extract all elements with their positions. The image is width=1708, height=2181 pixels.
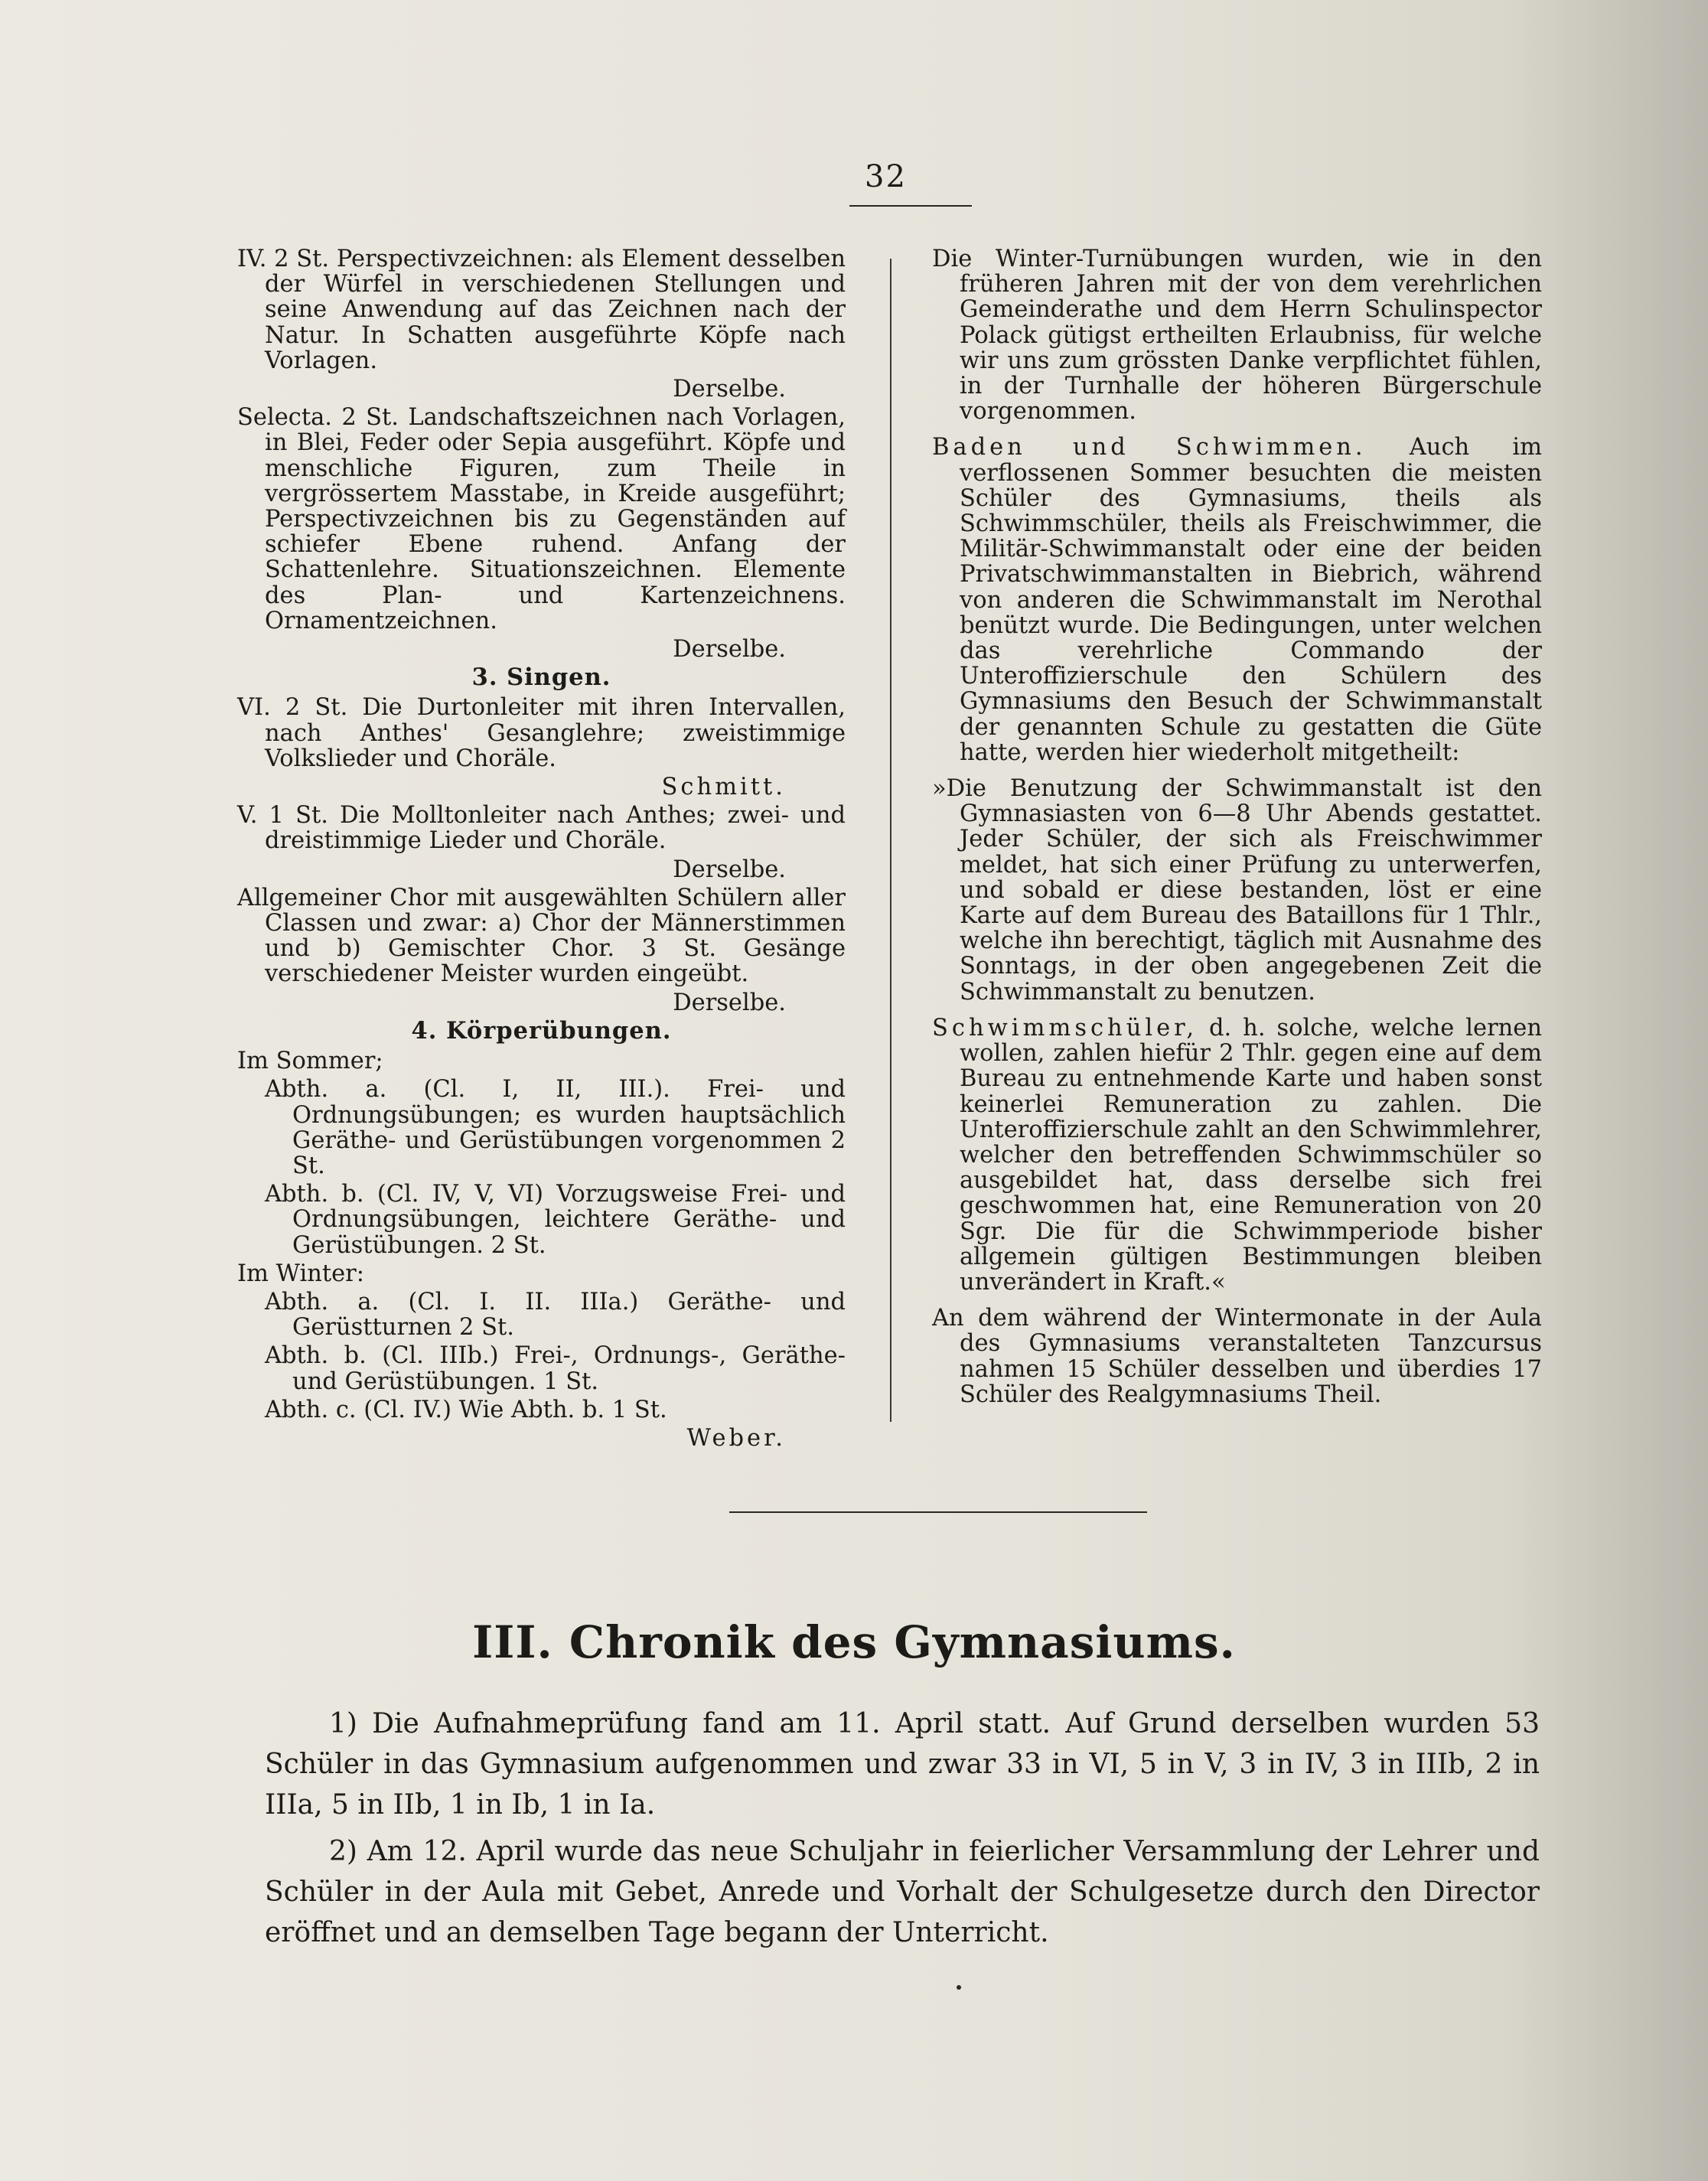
lead-baden-und-schwimmen: Baden und Schwimmen. bbox=[932, 434, 1367, 461]
page-number: 32 bbox=[865, 159, 907, 194]
left-paragraph-selecta: Selecta. 2 St. Landschaftszeichnen nach Vorlagen, in Blei, Feder oder Sepia ausgeführt. Köpfe und menschliche Figuren, zum Theile in vergrössertem Masstabe, in Kreide ausgeführt; Perspectivzeichnen bis zu Gegenständen auf schiefer Ebene ruhend. Anfang der Schattenlehre. Situationszeichnen. Elemente des Plan- und Kartenzeichnens. Ornamentzeichnen. bbox=[237, 404, 846, 634]
lead-schwimmschueler: Schwimmschüler, bbox=[932, 1014, 1198, 1042]
right-paragraph-tanzcursus: An dem während der Wintermonate in der Aula des Gymnasiums veranstalteten Tanzcursus nahmen 15 Schüler desselben und überdies 17 Schüler des Realgymnasiums Theil. bbox=[932, 1305, 1542, 1408]
right-column bbox=[932, 246, 1542, 1407]
heading-singen: 3. Singen. bbox=[471, 663, 611, 692]
section-title: III. Chronik des Gymnasiums. bbox=[472, 1616, 1236, 1668]
column-divider bbox=[890, 259, 891, 1422]
left-column bbox=[237, 246, 846, 1451]
left-paragraph-v: V. 1 St. Die Molltonleiter nach Anthes; zwei- und dreistimmige Lieder und Choräle. bbox=[237, 802, 846, 855]
label-im-sommer: Im Sommer; bbox=[237, 1048, 383, 1075]
signature-derselbe: Derselbe. bbox=[673, 636, 786, 663]
right-paragraph-winterturnen: Die Winter-Turnübungen wurden, wie in den früheren Jahren mit der von dem verehrlichen Gemeinderathe und dem Herrn Schulinspector Polack gütigst ertheilten Erlaubniss, für welche wir uns zum grössten Danke verpflichtet fühlen, in der Turnhalle der höheren Bürgerschule vorgenommen. bbox=[932, 246, 1542, 425]
signature-schmitt: Schmitt. bbox=[661, 774, 786, 801]
chronik-paragraph-2: 2) Am 12. April wurde das neue Schuljahr in feierlicher Versammlung der Lehrer und Schüler in der Aula mit Gebet, Anrede und Vorhalt der Schulgesetze durch den Director eröffnet und an demselben Tage begann der Unterricht. bbox=[265, 1836, 1540, 1948]
signature-derselbe: Derselbe. bbox=[673, 376, 786, 403]
signature-derselbe: Derselbe. bbox=[673, 989, 786, 1016]
chronik-paragraph-1: 1) Die Aufnahmeprüfung fand am 11. April statt. Auf Grund derselben wurden 53 Schüler in das Gymnasium aufgenommen und zwar 33 in VI, 5 in V, 3 in IV, 3 in IIIb, 2 in IIIa, 5 in IIb, 1 in Ib, 1 in Ia. bbox=[265, 1708, 1540, 1821]
heading-koerperuebungen: 4. Körperübungen. bbox=[411, 1016, 672, 1045]
schwimmschueler-text: d. h. solche, welche lernen wollen, zahlen hiefür 2 Thlr. gegen eine auf dem Bureau zu entnehmende Karte und haben sonst keinerlei Remuneration zu zahlen. Die Unteroffizierschule zahlt an den Schwimmlehrer, welcher den betreffenden Schwimmschüler so ausgebildet hat, dass derselbe sich frei geschwommen hat, eine Remuneration von 20 Sgr. Die für die Schwimmperiode bisher allgemein gültigen Bestimmungen bleiben unverändert in Kraft.« bbox=[960, 1014, 1542, 1296]
left-paragraph-iv: IV. 2 St. Perspectivzeichnen: als Element desselben der Würfel in verschiedenen Stellungen und seine Anwendung auf das Zeichnen nach der Natur. In Schatten ausgeführte Köpfe nach Vorlagen. bbox=[237, 246, 846, 374]
sommer-abth-a: Abth. a. (Cl. I, II, III.). Frei- und Ordnungsübungen; es wurden hauptsächlich Geräthe- und Gerüstübungen vorgenommen 2 St. bbox=[265, 1076, 846, 1179]
left-paragraph-chor: Allgemeiner Chor mit ausgewählten Schülern aller Classen und zwar: a) Chor der Männerstimmen und b) Gemischter Chor. 3 St. Gesänge verschiedener Meister wurden eingeübt. bbox=[237, 884, 846, 988]
ink-speck bbox=[957, 1985, 961, 1990]
chronik-body bbox=[265, 1703, 1540, 1953]
page-number-rule bbox=[849, 205, 972, 207]
right-paragraph-schwimmschueler bbox=[932, 1016, 1542, 1295]
sommer-abth-b: Abth. b. (Cl. IV, V, VI) Vorzugsweise Frei- und Ordnungsübungen, leichtere Geräthe- und Gerüstübungen. 2 St. bbox=[265, 1181, 846, 1259]
right-paragraph-benutzung: »Die Benutzung der Schwimmanstalt ist den Gymnasiasten von 6—8 Uhr Abends gestattet. Jeder Schüler, der sich als Freischwimmer meldet, hat sich einer Prüfung zu unterwerfen, und sobald er diese bestanden, löst er eine Karte auf dem Bureau des Bataillons für 1 Thlr., welche ihn berechtigt, täglich mit Ausnahme des Sonntags, in der oben angegebenen Zeit die Schwimmanstalt zu benutzen. bbox=[932, 775, 1542, 1006]
right-paragraph-baden bbox=[932, 435, 1542, 765]
left-paragraph-vi: VI. 2 St. Die Durtonleiter mit ihren Intervallen, nach Anthes' Gesanglehre; zweistimmige Volkslieder und Choräle. bbox=[237, 694, 846, 772]
signature-weber: Weber. bbox=[686, 1424, 786, 1452]
signature-derselbe: Derselbe. bbox=[673, 856, 786, 883]
winter-abth-a: Abth. a. (Cl. I. II. IIIa.) Geräthe- und Gerüstturnen 2 St. bbox=[265, 1288, 846, 1342]
section-rule bbox=[729, 1511, 1147, 1513]
winter-abth-b: Abth. b. (Cl. IIIb.) Frei-, Ordnungs-, Geräthe- und Gerüstübungen. 1 St. bbox=[265, 1342, 846, 1395]
winter-abth-c: Abth. c. (Cl. IV.) Wie Abth. b. 1 St. bbox=[265, 1396, 667, 1423]
baden-text: Auch im verflossenen Sommer besuchten die meisten Schüler des Gymnasiums, theils als Schwimmschüler, theils als Freischwimmer, die Militär-Schwimmanstalt oder eine der beiden Privatschwimmanstalten in Biebrich, während von anderen die Schwimmanstalt im Nerothal benützt wurde. Die Bedingungen, unter welchen das verehrliche Commando der Unteroffizierschule den Schülern des Gymnasiums den Besuch der Schwimmanstalt der genannten Schule zu gestatten die Güte hatte, werden hier wiederholt mitgetheilt: bbox=[960, 434, 1542, 766]
label-im-winter: Im Winter: bbox=[237, 1260, 365, 1287]
